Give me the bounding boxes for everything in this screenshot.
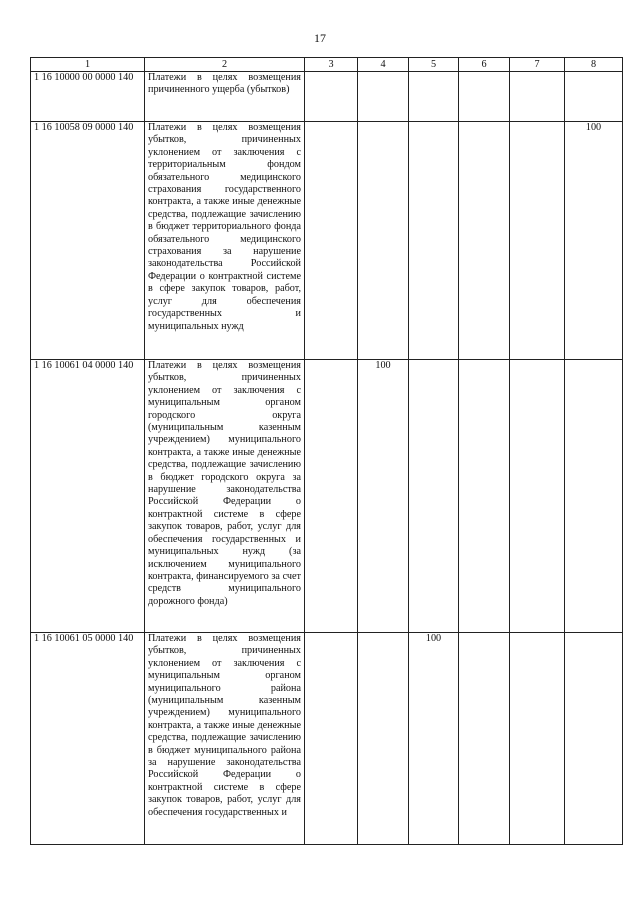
revenue-code: 1 16 10061 05 0000 140 [31,633,145,845]
revenue-description: Платежи в целях возмещения убытков, причиненных уклонением от заключения с муниципальным органом городского округа (муниципальным казенным учреждением) муниципального контракта, а также иные денежные средства, подлежащие зачислению в бюджет городского округа за нарушение законодательства Российской Федерации о контрактной системе в сфере закупок товаров, работ, услуг для обеспечения государственных и муниципальных нужд (за исключением муниципального контракта, финансируемого за счет средств муниципального дорожного фонда) [145,360,305,633]
table-row [31,360,623,633]
column-header: 1 [31,58,145,72]
revenue-description: Платежи в целях возмещения причиненного ущерба (убытков) [145,72,305,122]
table-row [31,122,623,360]
value-cell [459,122,510,360]
column-header: 2 [145,58,305,72]
value-cell [305,360,358,633]
value-cell [565,360,623,633]
value-cell [409,360,459,633]
value-cell [409,122,459,360]
value-cell [459,360,510,633]
value-cell [459,72,510,122]
value-cell [565,633,623,845]
column-header: 6 [459,58,510,72]
value-cell [305,72,358,122]
column-header: 8 [565,58,623,72]
table-header-row [31,58,623,72]
value-cell [459,633,510,845]
revenue-description: Платежи в целях возмещения убытков, причиненных уклонением от заключения с территориальным фондом обязательного медицинского страхования государственного контракта, а также иные денежные средства, подлежащие зачислению в бюджет территориального фонда обязательного медицинского страхования за нарушение законодательства Российской Федерации о контрактной системе в сфере закупок товаров, работ, услуг для обеспечения государственных и муниципальных нужд [145,122,305,360]
budget-revenue-table [30,57,623,845]
value-cell [409,72,459,122]
table-row [31,72,623,122]
value-cell [510,633,565,845]
value-cell [510,72,565,122]
revenue-code: 1 16 10061 04 0000 140 [31,360,145,633]
value-cell [510,360,565,633]
table-row [31,633,623,845]
value-cell [358,72,409,122]
value-cell [510,122,565,360]
value-cell [358,122,409,360]
value-cell [358,633,409,845]
column-header: 4 [358,58,409,72]
revenue-code: 1 16 10058 09 0000 140 [31,122,145,360]
column-header: 3 [305,58,358,72]
column-header: 7 [510,58,565,72]
value-cell: 100 [358,360,409,633]
value-cell: 100 [565,122,623,360]
value-cell [565,72,623,122]
value-cell [305,122,358,360]
column-header: 5 [409,58,459,72]
revenue-description: Платежи в целях возмещения убытков, причиненных уклонением от заключения с муниципальным органом муниципального района (муниципальным казенным учреждением) муниципального контракта, а также иные денежные средства, подлежащие зачислению в бюджет муниципального района за нарушение законодательства Российской Федерации о контрактной системе в сфере закупок товаров, работ, услуг для обеспечения государственных и [145,633,305,845]
page-number: 17 [314,31,326,45]
value-cell: 100 [409,633,459,845]
revenue-code: 1 16 10000 00 0000 140 [31,72,145,122]
value-cell [305,633,358,845]
